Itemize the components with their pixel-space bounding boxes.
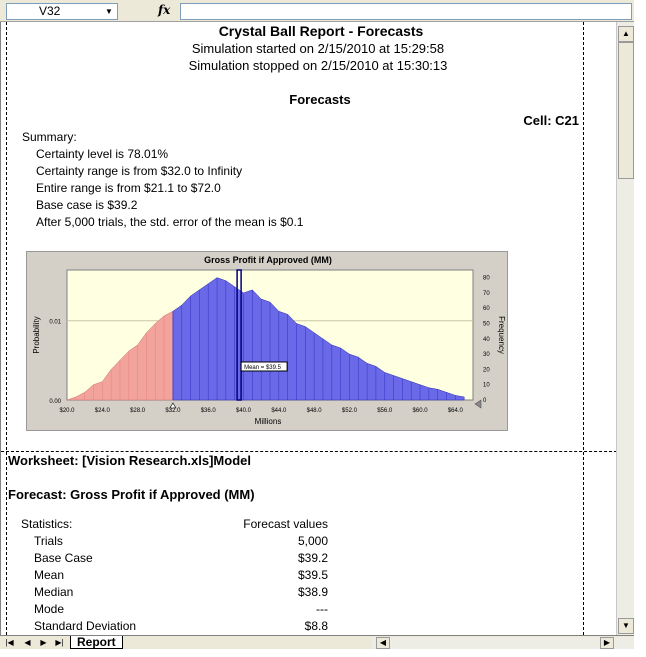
x-tick-label: $28.0 [130,408,146,414]
report-sheet [0,22,616,635]
summary-line: After 5,000 trials, the std. error of the mean is $0.1 [36,215,304,229]
cell-reference: V32 [39,4,61,18]
right-tick-label: 0 [483,398,487,404]
scroll-left-icon[interactable]: ◀ [376,637,390,649]
worksheet-label: Worksheet: [Vision Research.xls]Model [8,453,251,468]
window-bottom-edge [0,649,646,657]
x-tick-label: $60.0 [412,408,428,414]
left-tick-label: 0.00 [49,399,61,405]
cell-label: Cell: C21 [523,113,579,128]
stat-value: $38.9 [297,585,328,599]
stat-label: Median [34,585,74,599]
stat-value: $39.5 [297,568,328,582]
right-tick-label: 10 [483,382,490,389]
y-axis-label-left: Probability [32,316,41,354]
formula-bar [0,0,646,22]
stat-value: 5,000 [297,534,328,548]
right-tick-label: 50 [483,321,490,328]
function-icon[interactable]: fx [158,3,171,17]
right-tick-label: 40 [483,336,490,343]
left-tick-label: 0.01 [49,319,61,326]
x-tick-label: $56.0 [377,408,393,414]
name-box[interactable] [6,3,118,20]
stat-label: Standard Deviation [34,619,137,633]
forecast-chart-svg [27,252,509,432]
simulation-started: Simulation started on 2/15/2010 at 15:29:58 [191,41,445,56]
stat-label: Mean [34,568,65,582]
y-axis-label-right: Frequency [497,316,506,354]
summary-line: Entire range is from $21.1 to $72.0 [36,181,221,195]
page-break-horizontal [1,451,616,452]
vertical-scrollbar[interactable] [616,22,634,635]
summary-line: Certainty level is 78.01% [36,147,169,161]
certainty-right-grabber [475,400,481,408]
stat-label: Trials [34,534,63,548]
right-tick-label: 30 [483,352,490,359]
sheet-tab-report[interactable]: Report [70,636,123,649]
x-tick-label: $20.0 [59,408,75,414]
previous-sheet-icon[interactable]: ◀ [24,638,31,647]
chevron-down-icon[interactable]: ▼ [105,7,113,16]
window-edge [634,0,646,657]
page-break-left [6,22,7,635]
scroll-down-icon[interactable]: ▼ [618,618,634,634]
stat-value: $39.2 [297,551,328,565]
scroll-up-icon[interactable]: ▲ [618,26,634,42]
x-tick-label: $44.0 [271,408,287,414]
x-tick-label: $64.0 [447,408,463,414]
first-sheet-icon[interactable]: |◀ [5,638,14,647]
formula-input[interactable] [180,3,632,20]
mean-label: Mean = $39.5 [244,365,281,371]
right-tick-label: 70 [483,290,490,297]
x-axis-label: Millions [254,417,282,426]
x-tick-label: $48.0 [306,408,322,414]
x-tick-label: $40.0 [236,408,252,414]
simulation-stopped: Simulation stopped on 2/15/2010 at 15:30:13 [188,58,448,73]
forecast-label: Forecast: Gross Profit if Approved (MM) [8,487,255,502]
x-tick-label: $24.0 [94,408,110,414]
forecast-values-header: Forecast values [243,517,328,531]
summary-line: Certainty range is from $32.0 to Infinity [36,164,243,178]
right-tick-label: 20 [483,367,490,374]
stat-label: Mode [34,602,65,616]
right-tick-label: 80 [483,275,490,282]
scroll-thumb[interactable] [618,42,634,179]
next-sheet-icon[interactable]: ▶ [40,638,47,647]
sheet-tab-bar [0,635,634,649]
statistics-header: Statistics: [21,517,73,531]
summary-line: Base case is $39.2 [36,198,138,212]
stat-value: --- [316,602,328,616]
section-title: Forecasts [289,92,351,107]
page-break-right [583,22,584,635]
forecast-chart[interactable] [26,251,508,431]
last-sheet-icon[interactable]: ▶| [55,638,64,647]
horizontal-scrollbar[interactable] [372,637,634,649]
x-tick-label: $52.0 [341,408,357,414]
x-tick-label: $36.0 [200,408,216,414]
scroll-right-icon[interactable]: ▶ [600,637,614,649]
right-tick-label: 60 [483,306,490,313]
summary-label: Summary: [22,130,77,144]
chart-title: Gross Profit if Approved (MM) [204,255,332,265]
report-title: Crystal Ball Report - Forecasts [218,23,424,39]
x-tick-label: $32.0 [165,408,181,414]
stat-label: Base Case [34,551,93,565]
stat-value: $8.8 [304,619,328,633]
